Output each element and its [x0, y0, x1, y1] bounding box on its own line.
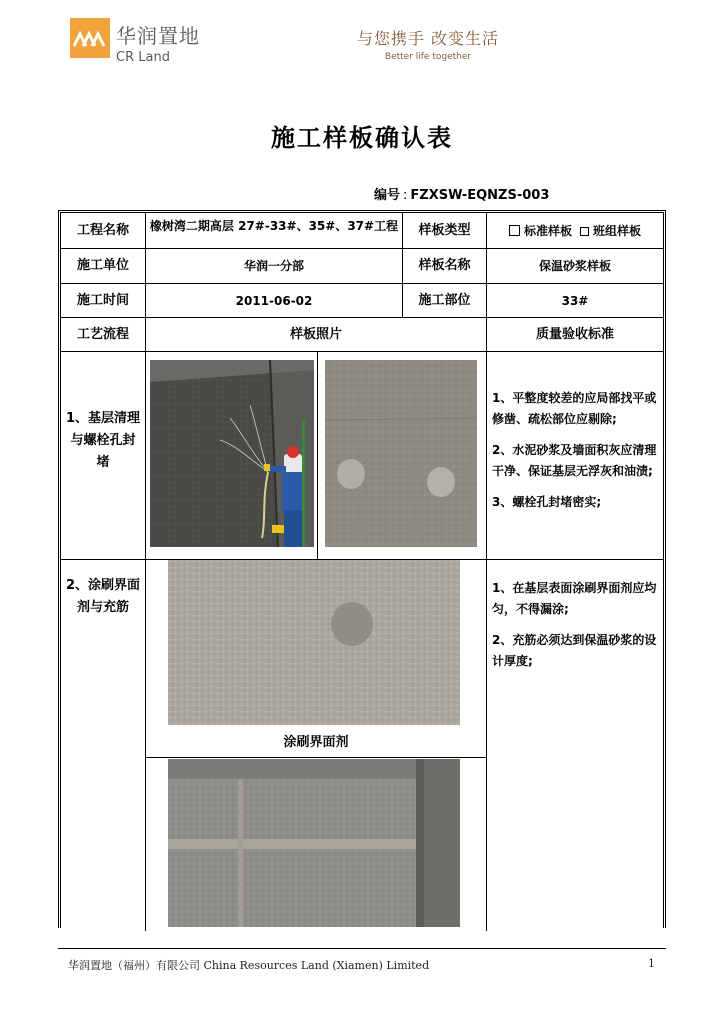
- sample-name-label: 样板名称: [418, 258, 471, 273]
- date-label: 施工时间: [76, 292, 129, 308]
- location-value: 33#: [561, 293, 589, 308]
- step-1-criterion: 1、平整度较差的应局部找平或修凿、疏松部位应剔除;: [492, 391, 657, 426]
- step-2-photo-caption: 涂刷界面剂: [283, 735, 349, 750]
- contractor-value: 华润一分部: [243, 259, 304, 273]
- step-2-criterion: 2、充筋必须达到保温砂浆的设计厚度;: [492, 633, 657, 668]
- step-1-photo-worker: [150, 360, 314, 547]
- caption-divider: [145, 757, 486, 758]
- step-1-criterion: 3、螺栓孔封堵密实;: [492, 495, 602, 509]
- document-code: [374, 184, 549, 203]
- criteria-column-header: 质量验收标准: [535, 326, 614, 342]
- slogan: [352, 26, 504, 62]
- sample-confirmation-table: [58, 210, 666, 928]
- row-divider: [61, 351, 663, 352]
- sample-type-label: 样板类型: [418, 222, 471, 238]
- step-2-photo-interface-agent: [168, 560, 460, 725]
- contractor-label: 施工单位: [76, 258, 129, 273]
- logo-chinese-name: 华润置地: [116, 24, 200, 48]
- standard-sample-label: 标准样板: [523, 223, 572, 238]
- page-number: 1: [648, 957, 655, 970]
- code-label: 编号: [374, 188, 401, 203]
- step-1-criteria: [492, 388, 662, 523]
- step-2-criterion: 1、在基层表面涂刷界面剂应均匀，不得漏涂;: [492, 581, 657, 616]
- project-name-value: 橡树湾二期高层 27#-33#、35#、37#工程: [149, 219, 399, 233]
- logo-english-name: CR Land: [116, 50, 170, 65]
- step-2-criteria: [492, 578, 662, 682]
- photos-column-header: 样板照片: [289, 326, 342, 342]
- cr-land-logo-icon: [70, 18, 110, 58]
- step-1-photo-bolt-holes: [325, 360, 477, 547]
- code-value: FZXSW-EQNZS-003: [410, 188, 550, 203]
- date-value: 2011-06-02: [235, 293, 313, 308]
- project-name-label: 工程名称: [76, 222, 129, 238]
- photo-divider: [317, 351, 318, 559]
- footer-divider: [58, 948, 666, 949]
- step-1-criterion: 2、水泥砂浆及墙面积灰应清理干净、保证基层无浮灰和油渍;: [492, 443, 657, 478]
- company-logo: [70, 18, 202, 72]
- location-label: 施工部位: [418, 292, 471, 308]
- standard-sample-checkbox[interactable]: [509, 225, 520, 236]
- slogan-english: Better life together: [384, 52, 472, 62]
- team-sample-label: 班组样板: [593, 223, 642, 238]
- sample-type-options: [487, 213, 663, 248]
- team-sample-checkbox[interactable]: [580, 227, 589, 236]
- process-column-header: 工艺流程: [76, 326, 129, 342]
- slogan-chinese: 与您携手 改变生活: [356, 29, 500, 48]
- step-1-name: 1、基层清理与螺栓孔封堵: [65, 410, 141, 470]
- step-2-name: 2、涂刷界面剂与充筋: [65, 578, 141, 615]
- step-2-photo-ribbing: [168, 759, 460, 927]
- sample-name-value: 保温砂浆样板: [538, 259, 611, 273]
- footer-company: 华润置地（福州）有限公司 China Resources Land (Xiamen) Limited: [68, 959, 430, 972]
- document-title: 施工样板确认表: [271, 124, 453, 152]
- code-separator: :: [403, 188, 408, 203]
